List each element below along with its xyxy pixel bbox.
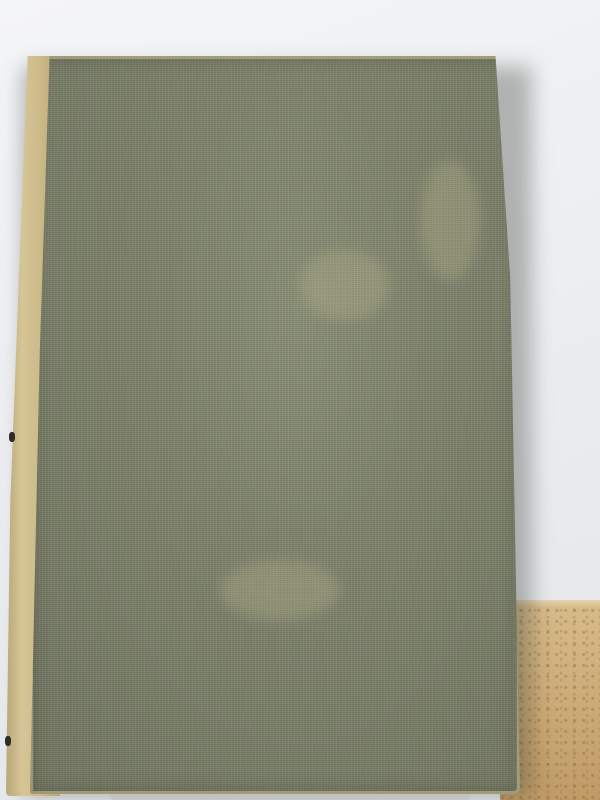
spine-blemish (5, 736, 11, 746)
cover-wear-spot (300, 250, 390, 320)
cover-wear-spot (220, 560, 340, 620)
spine-blemish (9, 432, 15, 442)
cover-wear-spot (420, 160, 480, 280)
